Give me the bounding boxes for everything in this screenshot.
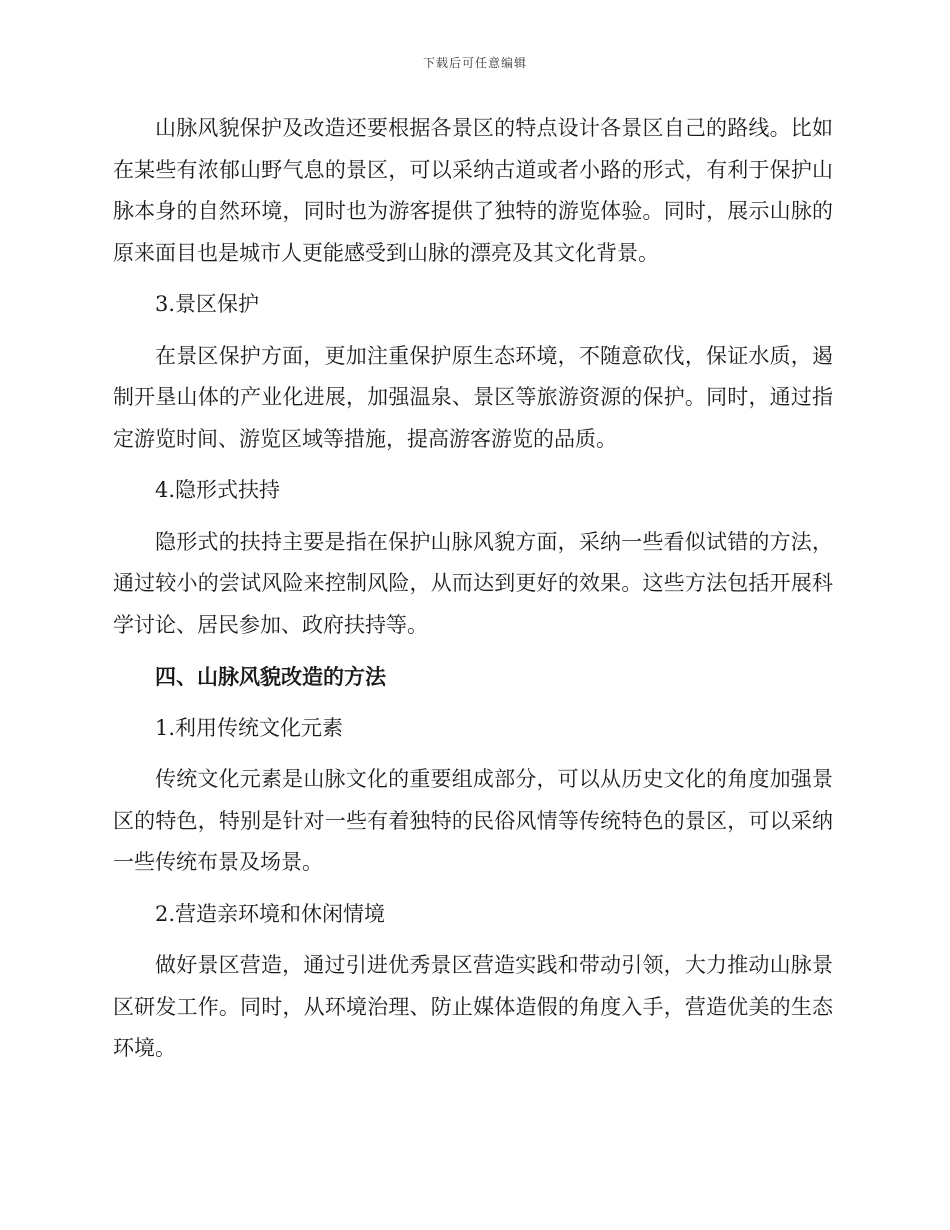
subheading-traditional-culture: 1.利用传统文化元素 [155,715,344,740]
paragraph-scenic-protection: 在景区保护方面，更加注重保护原生态环境，不随意砍伐，保证水质，遏制开垦山体的产业化进展，加强温泉、景区等旅游资源的保护。同时，通过指定游览时间、游览区域等措施，提高游客游览的品质。 [113,343,833,451]
paragraph-leisure-environment: 做好景区营造，通过引进优秀景区营造实践和带动引领，大力推动山脉景区研发工作。同时，从环境治理、防止媒体造假的角度入手，营造优美的生态环境。 [113,953,833,1060]
paragraph-traditional-culture: 传统文化元素是山脉文化的重要组成部分，可以从历史文化的角度加强景区的特色，特别是针对一些有着独特的民俗风情等传统特色的景区，可以采纳一些传统布景及场景。 [113,767,833,874]
page-header: 下载后可任意编辑 [422,56,527,70]
paragraph-hidden-support: 隐形式的扶持主要是指在保护山脉风貌方面，采纳一些看似试错的方法，通过较小的尝试风险来控制风险，从而达到更好的效果。这些方法包括开展科学讨论、居民参加、政府扶持等。 [113,529,833,637]
paragraph-route-design: 山脉风貌保护及改造还要根据各景区的特点设计各景区自己的路线。比如在某些有浓郁山野气息的景区，可以采纳古道或者小路的形式，有利于保护山脉本身的自然环境，同时也为游客提供了独特的游览体验。同时，展示山脉的原来面目也是城市人更能感受到山脉的漂亮及其文化背景。 [113,116,833,265]
document-body [113,108,833,1080]
section-heading-renovation-methods: 四、山脉风貌改造的方法 [155,664,386,689]
subheading-hidden-support: 4.隐形式扶持 [155,478,281,502]
subheading-scenic-protection: 3.景区保护 [155,292,260,316]
subheading-leisure-environment: 2.营造亲环境和休闲情境 [155,901,386,926]
